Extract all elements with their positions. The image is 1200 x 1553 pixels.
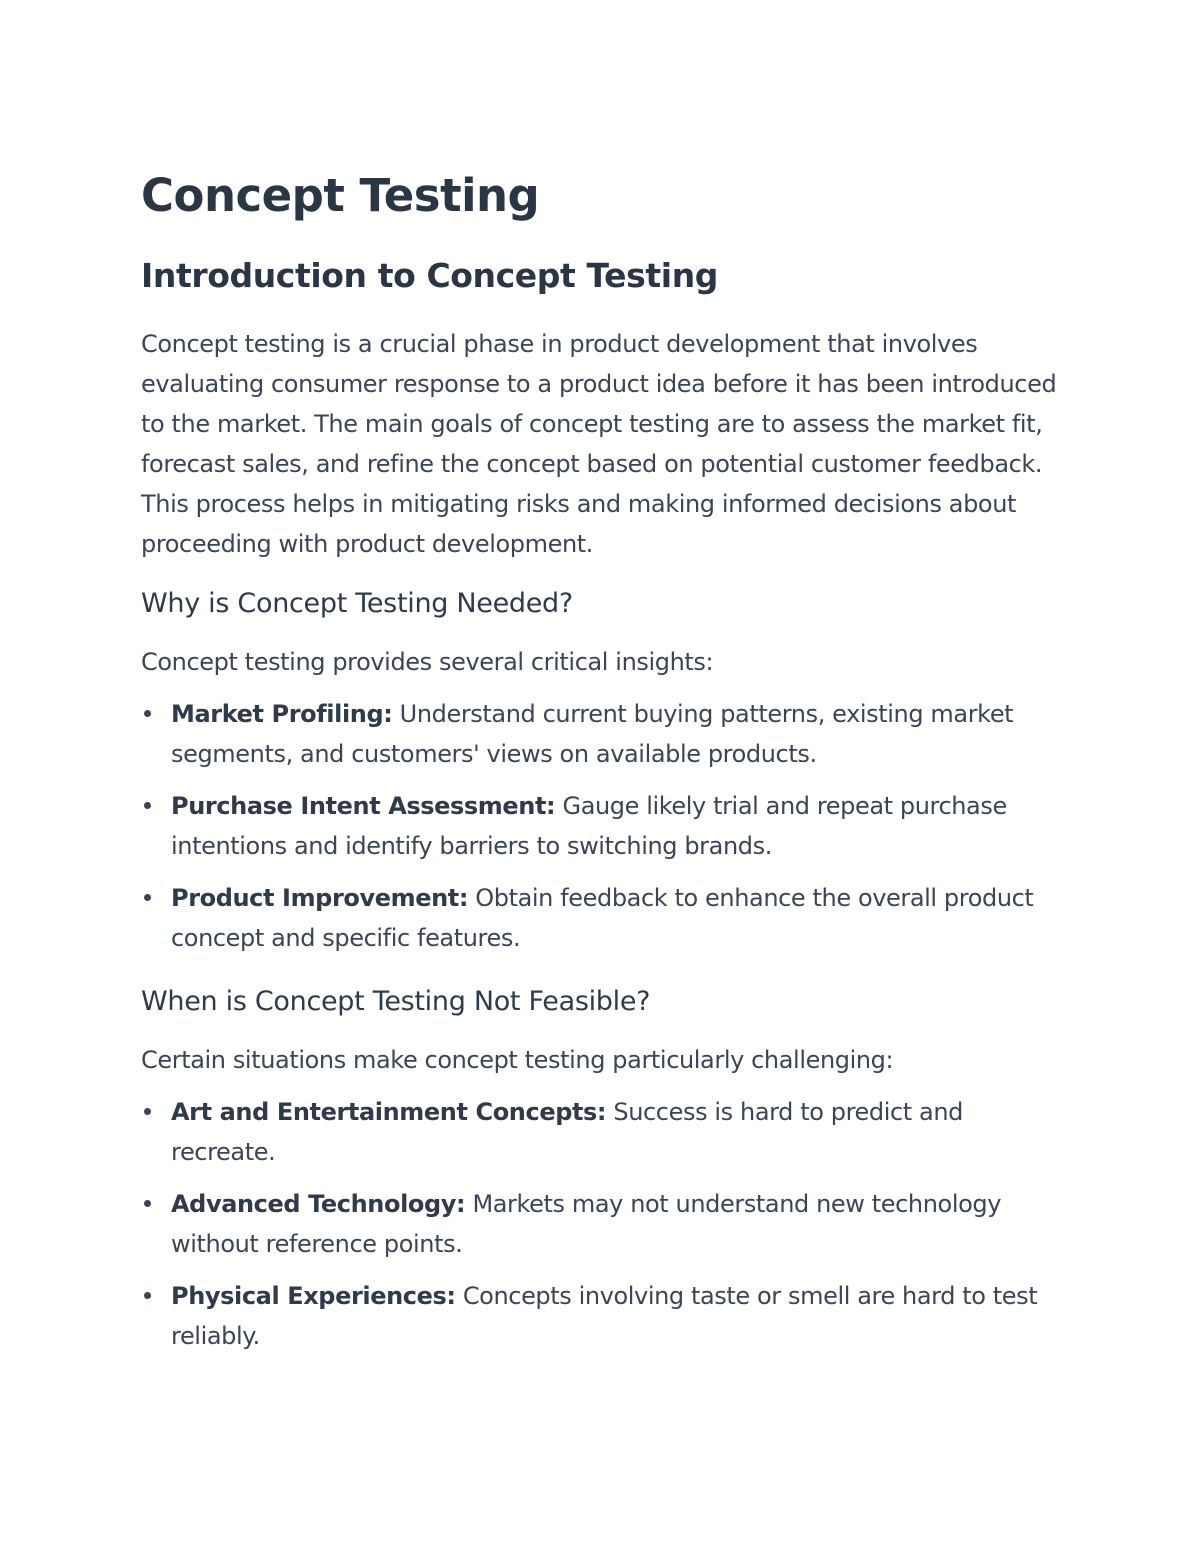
intro-heading: Introduction to Concept Testing <box>141 256 719 295</box>
list-item-text: Understand current buying patterns, existing market segments, and customers' views on available products. <box>171 700 1014 768</box>
list-item-term: Physical Experiences: <box>171 1282 456 1310</box>
list-item <box>141 878 1071 958</box>
bullet-icon <box>144 1108 151 1115</box>
bullet-icon <box>144 894 151 901</box>
list-item-term: Market Profiling: <box>171 700 393 728</box>
bullet-icon <box>144 802 151 809</box>
list-item <box>141 786 1071 866</box>
list-item-text: Concepts involving taste or smell are hard to test reliably. <box>171 1282 1038 1350</box>
list-item-term: Product Improvement: <box>171 884 469 912</box>
page-title: Concept Testing <box>141 169 540 222</box>
list-item-text: Markets may not understand new technology without reference points. <box>171 1190 1002 1258</box>
why-lead: Concept testing provides several critical insights: <box>141 648 714 676</box>
why-list <box>141 694 1071 958</box>
list-item-term: Art and Entertainment Concepts: <box>171 1098 607 1126</box>
list-item <box>141 1276 1071 1356</box>
list-item-term: Purchase Intent Assessment: <box>171 792 556 820</box>
list-item-text: Success is hard to predict and recreate. <box>171 1098 963 1166</box>
when-lead: Certain situations make concept testing particularly challenging: <box>141 1046 894 1074</box>
list-item <box>141 1184 1071 1264</box>
list-item <box>141 694 1071 774</box>
document-page <box>141 168 1071 1368</box>
intro-paragraph: Concept testing is a crucial phase in product development that involves evaluating consumer response to a product idea before it has been introduced to the market. The main goals of concept testing are to assess the market fit, forecast sales, and refine the concept based on potential customer feedback. This process helps in mitigating risks and making informed decisions about proceeding with product development. <box>141 330 1057 558</box>
when-list <box>141 1092 1071 1356</box>
list-item-text: Obtain feedback to enhance the overall product concept and specific features. <box>171 884 1034 952</box>
list-item <box>141 1092 1071 1172</box>
bullet-icon <box>144 1200 151 1207</box>
bullet-icon <box>144 1292 151 1299</box>
list-item-text: Gauge likely trial and repeat purchase intentions and identify barriers to switching brands. <box>171 792 1007 860</box>
bullet-icon <box>144 710 151 717</box>
list-item-term: Advanced Technology: <box>171 1190 466 1218</box>
when-heading: When is Concept Testing Not Feasible? <box>141 986 651 1017</box>
why-heading: Why is Concept Testing Needed? <box>141 588 573 619</box>
